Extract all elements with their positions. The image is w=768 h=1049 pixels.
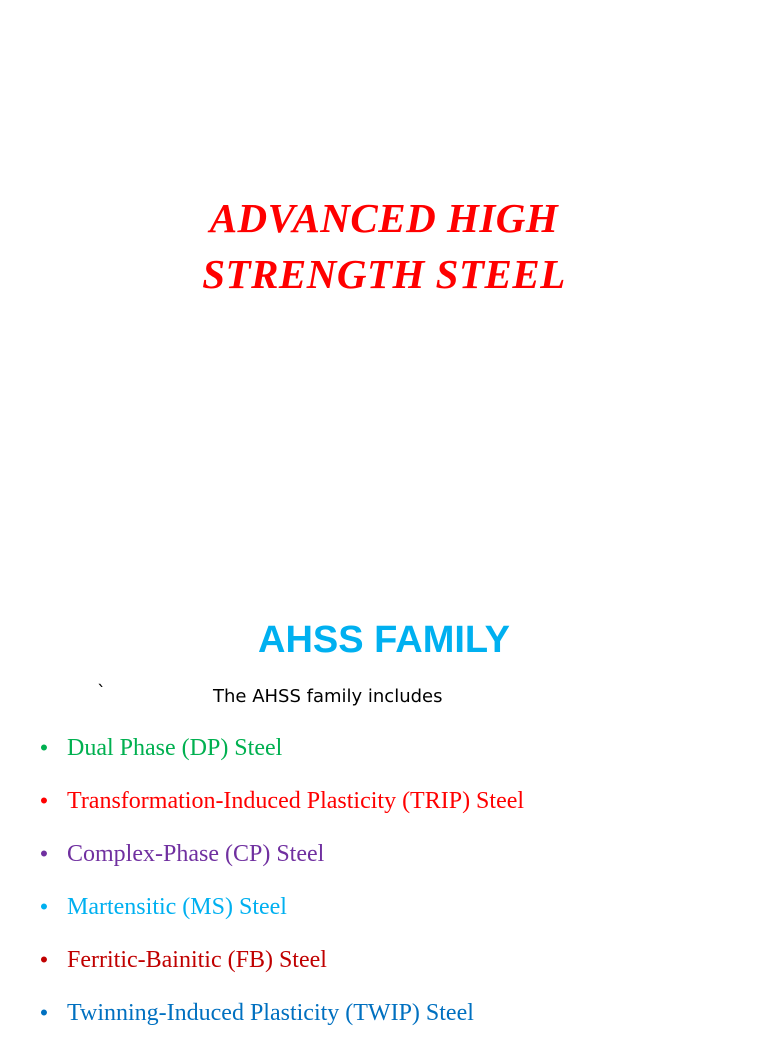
- list-item-label: Complex-Phase (CP) Steel: [67, 841, 325, 867]
- list-item-label: Martensitic (MS) Steel: [67, 894, 287, 920]
- bullet-icon: •: [40, 841, 48, 866]
- bullet-icon: •: [40, 735, 48, 760]
- intro-text: The AHSS family includes: [213, 686, 443, 707]
- list-item-label: Ferritic-Bainitic (FB) Steel: [67, 947, 327, 973]
- list-item-label: Twinning-Induced Plasticity (TWIP) Steel: [67, 1000, 474, 1026]
- stray-mark: `: [97, 682, 106, 703]
- list-item-label: Dual Phase (DP) Steel: [67, 735, 283, 761]
- slide-title: [0, 190, 768, 302]
- list-item-label: Transformation-Induced Plasticity (TRIP) Steel: [67, 788, 525, 814]
- section-heading: AHSS FAMILY: [258, 619, 510, 661]
- slide-title-line-1: ADVANCED HIGH: [209, 195, 559, 241]
- bullet-icon: •: [40, 894, 48, 919]
- slide-title-line-2: STRENGTH STEEL: [202, 251, 566, 297]
- bullet-icon: •: [40, 947, 48, 972]
- bullet-icon: •: [40, 788, 48, 813]
- bullet-icon: •: [40, 1000, 48, 1025]
